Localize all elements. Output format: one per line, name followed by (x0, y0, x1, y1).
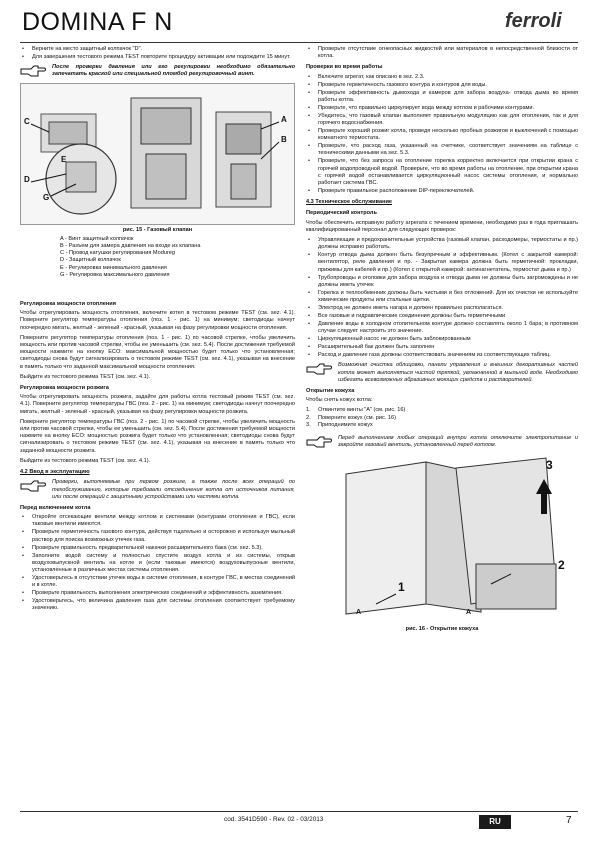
list-item: • Все газовые и гидравлические соединения должны быть герметичными (306, 313, 578, 320)
list-item: • Горелка и теплообменник должны быть чистыми и без отложений. Для их очистки не используйте химические продукты или стальные щетки. (306, 290, 578, 304)
paragraph: Чтобы отрегулировать мощность отопления, включите котел в тестовом режиме TEST (см. sez. 4.1). Поверните регулятор температуры отопления (поз. 1 - рис. 1) на минимум; светодиоды начнут поочередно мигать, желтый - зеленый - красный, указывая на фазу регулировки мощности отопления. (20, 310, 295, 331)
paragraph: Выйдите из тестового режима TEST (см. sez. 4.1). (20, 373, 151, 380)
list-item: • Расход и давление газа должны соответствовать значениям из соответствующих таблиц. (306, 352, 578, 359)
legend-item: G - Регулировка максимального давления (60, 271, 170, 278)
heating-power-title: Регулировка мощности отопления (20, 301, 116, 308)
note-text: После проверки давления или его регулировки необходимо обязательно запечатать краской или специальной пломбой регулировочный винт. (52, 64, 295, 78)
paragraph: Чтобы обеспечить исправную работу агрегата с течением времени, необходимо раз в года приглашать квалифицированный персонал для следующих проверок: (306, 219, 578, 233)
casing-steps (306, 407, 578, 429)
legend-item: A - Винт защитный колпачок (60, 235, 134, 242)
paragraph: Выйдите из тестового режима TEST (см. sez. 4.1). (20, 457, 151, 464)
right-top-bullets (306, 46, 578, 60)
gas-valve-drawing (21, 84, 294, 224)
cleaning-note (306, 362, 578, 384)
note-text: Проверки, выполняемые при первом розжиге, а также после всех операций по техобслуживанию, которые требовали отсоединения котла от источников питания, или после операций с защитными устройствами или частями котла. (52, 479, 295, 500)
legend-item: D - Защитный колпачок (60, 257, 121, 264)
commissioning-note (20, 479, 295, 501)
gas-valve-figure (20, 83, 295, 225)
label-a: A (466, 608, 472, 616)
document-title: DOMINA F N (22, 8, 173, 36)
periodic-list (306, 237, 578, 359)
page-number: 7 (566, 815, 572, 826)
right-column (306, 46, 578, 635)
left-top-bullets (20, 46, 295, 61)
commissioning-title: 4.2 Ввод в эксплуатацию (20, 469, 90, 476)
list-item: • Проверьте эффективность дымохода и камеров для забора воздуха- отвода дыма во время работы котла. (306, 90, 578, 104)
paragraph: Поверните регулятор температуры отопления (поз. 1 - рис. 1) по часовой стрелке, чтобы увеличить мощность или против часовой стрелки, чтобы ее уменьшить (см. sez. 5.4). После достижения требуемой мощности нажмите на кнопку ECO: максимальной мощностью будет только что установленная; светодиоды снова будут сигнализировать о тестовом режиме TEST (см. sez. 4.1), указывая на внесение в память только что заданной максимальной мощности отопления. (20, 334, 295, 370)
list-item: • Удостоверьтесь в отсутствии утечек воды в системе отопления, в контуре ГВС, в местах соединений и в котле. (20, 575, 295, 589)
before-start-title: Перед включением котла (20, 504, 91, 511)
list-item: • Проверьте отсутствие огнеопасных жидкостей или материалов в непосредственной близости от котла. (306, 46, 578, 60)
label-3: 3 (546, 457, 553, 472)
label-g: G (43, 192, 50, 202)
during-operation-list (306, 74, 578, 196)
list-item: 3. Приподнимите кожух (306, 421, 373, 428)
list-item: • Проверьте правильность выполнения электрических соединений и эффективность заземления. (20, 590, 295, 597)
list-item: • Верните на место защитный колпачок "D". (20, 46, 295, 53)
boiler-casing-drawing (306, 454, 578, 624)
note-text: Возможная очистка облицовки, панели управления и внешних декоративных частей котла может выполняться чистой тряпкой, увлажненной в мыльной воде. Необходимо избегать всевозможных абразивных моющих средств и растворителей. (338, 362, 578, 383)
before-start-list (20, 514, 295, 612)
fig16-caption: рис. 16 - Открытие кожуха (405, 625, 479, 632)
pointing-hand-icon (306, 362, 332, 376)
document-code: cod. 3541D590 - Rev. 02 - 03/2013 (224, 816, 324, 823)
list-item: • Расширительный бак должен быть заполнен (306, 344, 578, 351)
list-item: • Проверьте, что правильно циркулирует вода между котлом и рабочими контурами. (306, 105, 578, 112)
list-item: • Для завершения тестового режима TEST повторите процедуру активации или подождите 15 минут. (20, 54, 295, 61)
label-c: C (24, 116, 30, 126)
list-item: • Проверьте правильное расположение DIP-переключателей. (306, 188, 578, 195)
ignition-power-title: Регулировка мощности розжига (20, 385, 109, 392)
list-item: • Проверьте хороший розжиг котла, проведя несколько пробных розжигов и выключений с помощью комнатного термостата. (306, 128, 578, 142)
casing-figure (306, 454, 578, 624)
label-a: A (281, 114, 287, 124)
label-e: E (61, 154, 67, 164)
pointing-hand-icon (20, 479, 46, 493)
language-badge: RU (479, 815, 511, 829)
power-off-note (306, 435, 578, 449)
legend-item: B - Разъем для замера давления на входе из клапана (60, 243, 201, 250)
list-item: • Проверьте герметичность газового контура, действуя тщательно и осторожно и используя мыльный раствор для поиска возможных утечек газа. (20, 529, 295, 543)
list-item: • Контур отвода дыма должен быть безупречным и эффективным. (Котел с закрытой камерой: вентилятор, реле давления и пр. - Закрытая камера должна быть герметичной: прокладки, прижимы для кабелей и пр.) (Котел с открытой камерой: антинагнетатель, термостат дыма и пр.) (306, 252, 578, 274)
paragraph: Чтобы снять кожух котла: (306, 397, 373, 404)
during-operation-title: Проверки во время работы (306, 64, 383, 71)
list-item: 2. Поверните кожух (см. рис. 16) (306, 414, 396, 421)
list-item: • Проверьте герметичность газового контура и контуров для воды. (306, 82, 578, 89)
list-item: • Проверьте, что расход газа, указанный на счетчике, соответствует значениям на таблице с техническими данными на sez. 5.3. (306, 143, 578, 157)
periodic-title: Периодический контроль (306, 210, 377, 217)
list-item: • Откройте отсекающие вентили между котлом и системами (контурами отопления и ГВС), если таковые вентили имеются. (20, 514, 295, 528)
seal-note (20, 64, 295, 78)
note-text: Перед выполнением любых операций внутри котла отключите электропитание и закройте газовый вентиль, установленный перед котлом. (338, 435, 578, 449)
list-item: • Проверьте правильность предварительной накачки расширительного бака (см. sez. 5.3). (20, 545, 295, 552)
maintenance-title: 4.3 Техническое обслуживание (306, 199, 393, 206)
paragraph: Поверните регулятор температуры ГВС (поз. 2 - рис. 1) по часовой стрелке, чтобы увеличить мощность или против часовой стрелки, чтобы ее уменьшить (см. sez. 5.4). После достижения требуемой мощности нажмите на кнопку ECO: мощностью розжига будет только что установленная; светодиоды снова будут сигнализировать о тестовом режиме TEST (см. sez. 4.1), указывая на внесение в память только что заданной мощности розжига. (20, 418, 295, 454)
label-2: 2 (558, 557, 565, 572)
footer-rule (20, 811, 578, 812)
pointing-hand-icon (20, 64, 46, 78)
legend-item: C - Провод катушки регулирования Modureg (60, 250, 176, 257)
label-a: A (356, 608, 362, 616)
label-d: D (24, 174, 30, 184)
list-item: • Трубопроводы и оголовки для забора воздуха и отвода дыма не должны быть загромождены и не должны иметь утечек (306, 275, 578, 289)
brand-logo: ferroli (505, 10, 562, 32)
list-item: • Убедитесь, что газовый клапан выполняет правильную модуляцию как для отопления, так и для горячего водоснабжения. (306, 113, 578, 127)
header-rule (20, 42, 578, 43)
list-item: • Давление воды в холодном отопительном контуре должно составлять около 1 бара; в противном случае следует настроить это значение. (306, 321, 578, 335)
pointing-hand-icon (306, 435, 332, 449)
casing-title: Открытие кожуха (306, 388, 355, 395)
paragraph: Чтобы отрегулировать мощность розжига, задайте для работы котла тестовый режим TEST (см. sez. 4.1). Поверните регулятор температуры ГВС (поз. 2 - рис. 1) на минимум; светодиоды начнут поочередно мигать, желтый - зеленый - красный, указывая на фазу регулировки мощности розжига. (20, 394, 295, 415)
fig15-caption: рис. 15 - Газовый клапан (122, 226, 193, 233)
list-item: • Управляющие и предохранительные устройства (газовый клапан, расходомеры, термостаты и пр.) должны исправно работать. (306, 237, 578, 251)
label-1: 1 (398, 579, 405, 594)
list-item: • Удостоверьтесь, что величина давления газа для системы отопления соответствует требуемому значению. (20, 598, 295, 612)
label-b: B (281, 134, 287, 144)
list-item: • Заполните водой систему и полностью спустите воздух котла и из системы, открыв воздуховыпускной вентиль на котле и (если таковые имеются) воздуховыпускные вентили, установленные в различных местах системы отопления. (20, 553, 295, 575)
legend-item: E - Регулировка минимального давления (60, 264, 167, 271)
left-column (20, 46, 295, 613)
list-item: • Циркуляционный насос не должен быть заблокированным (306, 336, 578, 343)
list-item: • Проверьте, что без запроса на отопление горелка корректно включается при открытии крана с горячей водопроводной водой. Проверьте, что во время работы на отопление, при открытии крана с горячей водой останавливается циркуляционный насос системы отопления, и нормально работает система ГВС. (306, 158, 578, 187)
list-item: • Включите агрегат, как описано в sez. 2.3. (306, 74, 578, 81)
list-item: 1. Отвинтите винты "A" (см. рис. 16) (306, 407, 406, 414)
list-item: • Электрод не должен иметь нагара и должен правильно располагаться. (306, 305, 578, 312)
fig15-legend (20, 236, 295, 279)
